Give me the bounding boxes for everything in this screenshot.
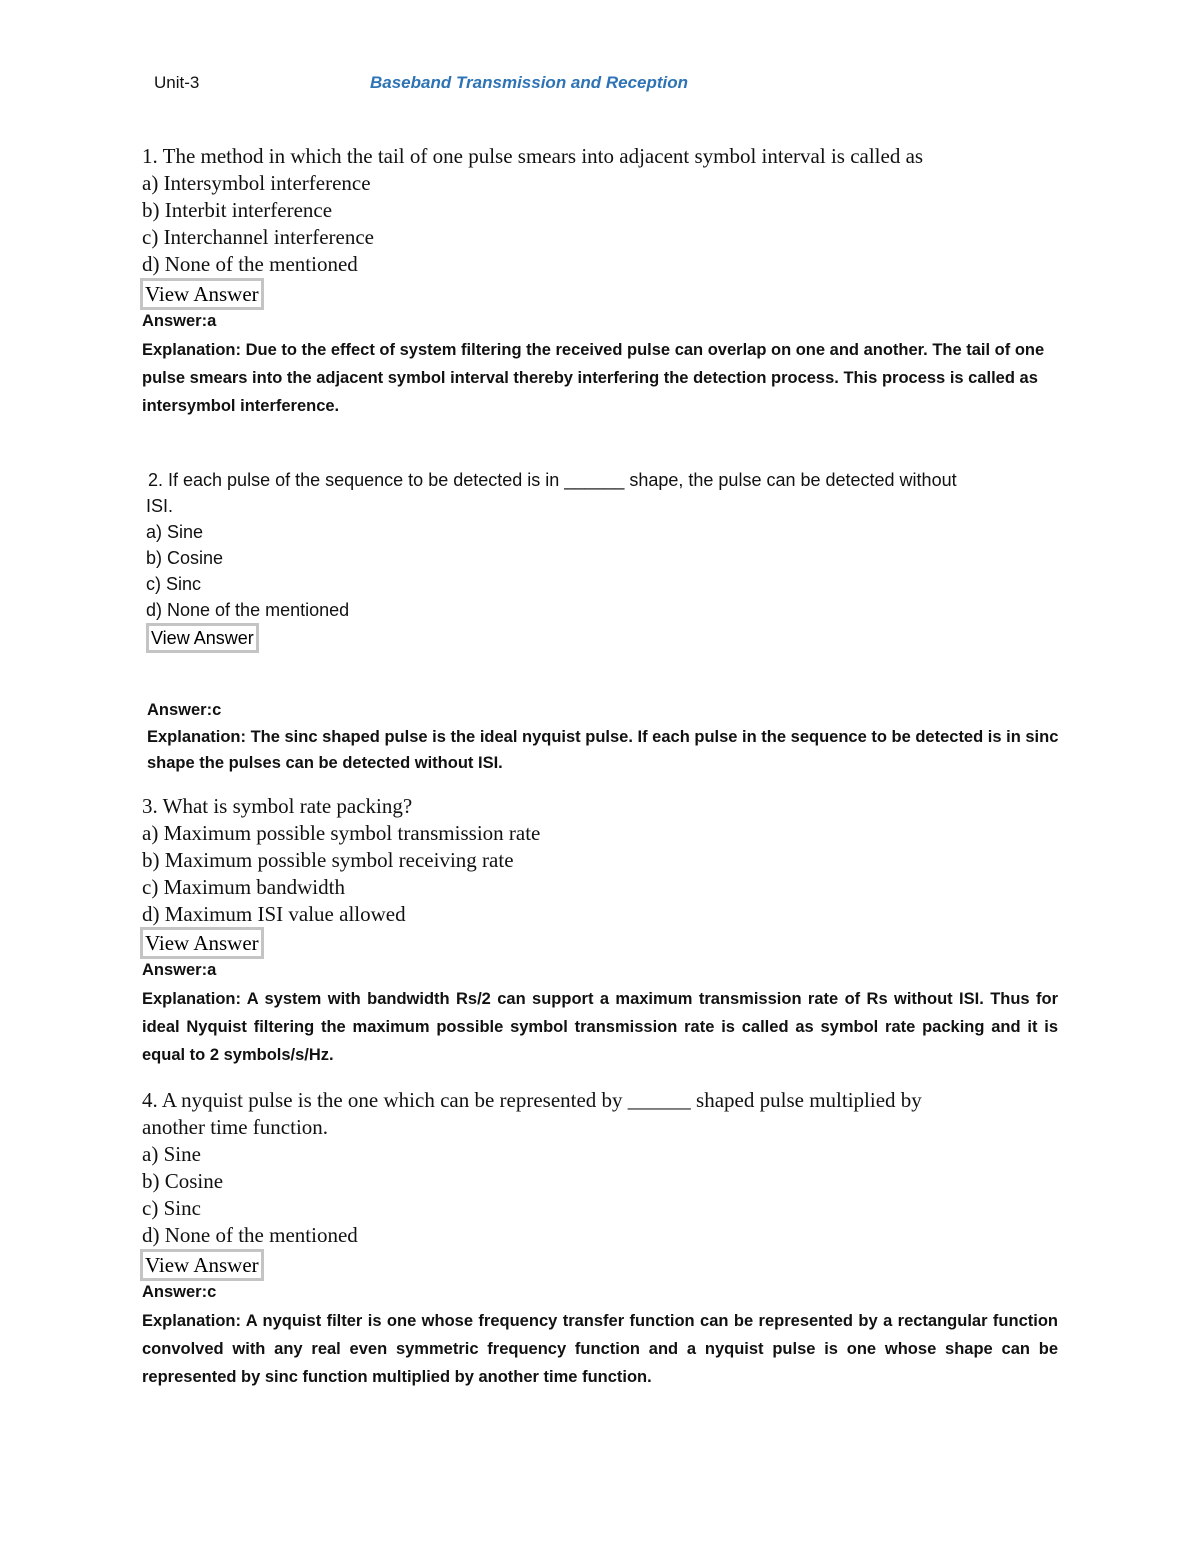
view-answer-button[interactable]: View Answer [140,278,264,310]
option-a: a) Sine [142,1142,201,1166]
option-c: c) Interchannel interference [142,225,375,249]
question-text: 1. The method in which the tail of one pulse smears into adjacent symbol interval is called as [142,144,924,168]
option-c: c) Maximum bandwidth [142,875,345,899]
option-d: d) None of the mentioned [142,252,358,276]
question-text: 4. A nyquist pulse is the one which can be represented by ______ shaped pulse multiplied by [142,1088,922,1112]
option-a: a) Sine [146,522,204,542]
option-a: a) Maximum possible symbol transmission rate [142,821,541,845]
answer-text: Answer:c [142,1283,217,1301]
answer-text: Answer:a [142,312,217,330]
explanation-text: Explanation: A nyquist filter is one whose frequency transfer function can be represented by a rectangular function convolved with any real even symmetric frequency function and a nyquist pulse is one whose shape can be represented by sinc function multiplied by another time function. [142,1312,1058,1386]
explanation-text: Explanation: A system with bandwidth Rs/2 can support a maximum transmission rate of Rs without ISI. Thus for ideal Nyquist filtering the maximum possible symbol transmission rate is called as symbol rate packing and it is equal to 2 symbols/s/Hz. [142,990,1058,1064]
option-c: c) Sinc [146,574,202,594]
page-title: Baseband Transmission and Reception [370,73,689,92]
option-b: b) Cosine [142,1169,224,1193]
unit-label: Unit-3 [154,73,200,92]
explanation-text: Explanation: Due to the effect of system filtering the received pulse can overlap on one and another. The tail of one pulse smears into the adjacent symbol interval thereby interfering the detection process. This process is called as intersymbol interference. [142,341,1045,415]
option-d: d) Maximum ISI value allowed [142,902,406,926]
option-b: b) Cosine [146,548,224,568]
option-a: a) Intersymbol interference [142,171,371,195]
view-answer-button[interactable]: View Answer [140,1249,264,1281]
answer-text: Answer:c [147,701,222,719]
view-answer-button[interactable]: View Answer [140,927,264,959]
view-answer-button[interactable]: View Answer [146,623,259,653]
option-b: b) Interbit interference [142,198,333,222]
question-text: 2. If each pulse of the sequence to be detected is in ______ shape, the pulse can be detected without [148,470,957,490]
option-d: d) None of the mentioned [142,1223,358,1247]
question-text: 3. What is symbol rate packing? [142,794,413,818]
option-d: d) None of the mentioned [146,600,350,620]
answer-text: Answer:a [142,961,217,979]
question-text-continued: another time function. [142,1115,329,1139]
option-b: b) Maximum possible symbol receiving rate [142,848,514,872]
option-c: c) Sinc [142,1196,201,1220]
question-text-continued: ISI. [146,496,174,516]
explanation-text: Explanation: The sinc shaped pulse is the ideal nyquist pulse. If each pulse in the sequence to be detected is in sinc shape the pulses can be detected without ISI. [147,728,1059,772]
